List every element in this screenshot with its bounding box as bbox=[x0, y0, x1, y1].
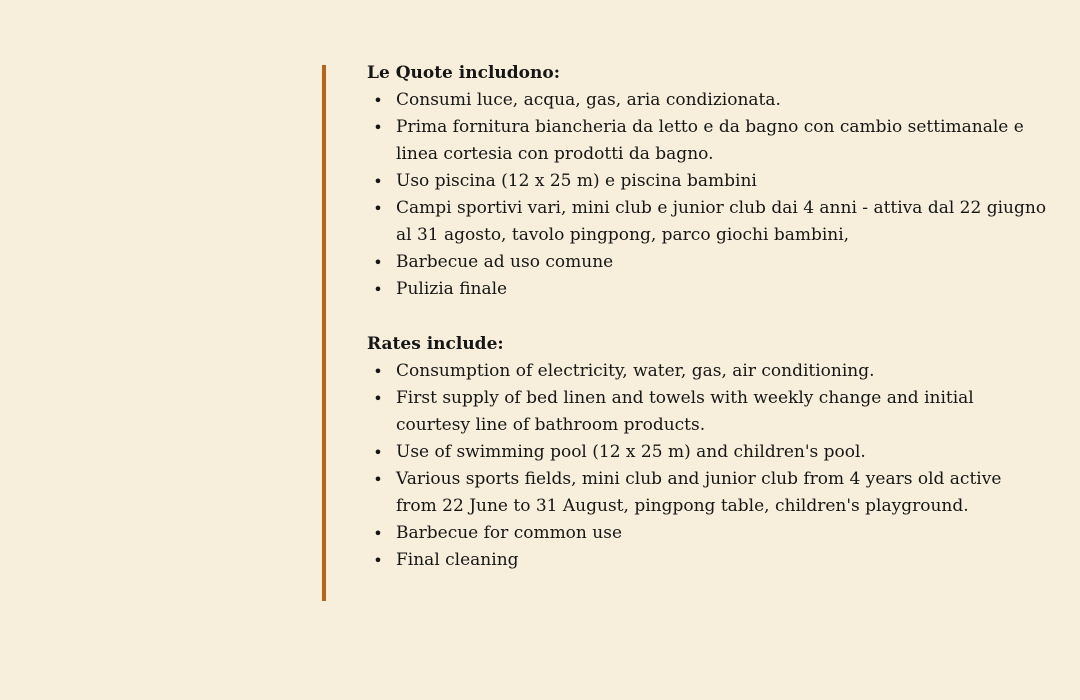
list-item-text: Prima fornitura biancheria da letto e da bagno con cambio settimanale e linea cortesia con prodotti da bagno. bbox=[396, 117, 1024, 164]
bullet-icon: • bbox=[373, 551, 383, 570]
bullet-icon: • bbox=[373, 91, 383, 110]
list-item-text: Pulizia finale bbox=[396, 279, 508, 299]
list-item bbox=[367, 466, 1047, 520]
rates-content bbox=[367, 60, 1047, 574]
list-item bbox=[367, 520, 1047, 547]
list-item bbox=[367, 547, 1047, 574]
list-item bbox=[367, 87, 1047, 114]
list-item-text: First supply of bed linen and towels with weekly change and initial courtesy line of bathroom products. bbox=[396, 388, 974, 435]
bullet-icon: • bbox=[373, 280, 383, 299]
accent-divider bbox=[322, 65, 326, 601]
bullet-icon: • bbox=[373, 443, 383, 462]
list-item bbox=[367, 385, 1047, 439]
bullet-icon: • bbox=[373, 199, 383, 218]
list-item bbox=[367, 439, 1047, 466]
bullet-icon: • bbox=[373, 253, 383, 272]
list-item bbox=[367, 168, 1047, 195]
bullet-icon: • bbox=[373, 172, 383, 191]
list-item-text: Consumi luce, acqua, gas, aria condizionata. bbox=[396, 90, 781, 110]
bullet-icon: • bbox=[373, 118, 383, 137]
section-heading: Le Quote includono: bbox=[367, 63, 560, 83]
list-item-text: Barbecue for common use bbox=[396, 523, 623, 543]
list-item-text: Campi sportivi vari, mini club e junior club dai 4 anni - attiva dal 22 giugno al 31 agosto, tavolo pingpong, parco giochi bambini, bbox=[396, 198, 1047, 245]
bullet-icon: • bbox=[373, 524, 383, 543]
list-item-text: Use of swimming pool (12 x 25 m) and children's pool. bbox=[396, 442, 866, 462]
list-item-text: Various sports fields, mini club and junior club from 4 years old active from 22 June to 31 August, pingpong table, children's playground. bbox=[396, 469, 1002, 516]
list-item-text: Uso piscina (12 x 25 m) e piscina bambini bbox=[396, 171, 757, 191]
inclusions-list bbox=[367, 358, 1047, 574]
list-item-text: Final cleaning bbox=[396, 550, 519, 570]
list-item bbox=[367, 358, 1047, 385]
section-english bbox=[367, 331, 1047, 574]
list-item-text: Consumption of electricity, water, gas, air conditioning. bbox=[396, 361, 875, 381]
list-item-text: Barbecue ad uso comune bbox=[396, 252, 614, 272]
inclusions-list bbox=[367, 87, 1047, 303]
section-heading: Rates include: bbox=[367, 334, 504, 354]
section-italian bbox=[367, 60, 1047, 303]
list-item bbox=[367, 114, 1047, 168]
bullet-icon: • bbox=[373, 362, 383, 381]
list-item bbox=[367, 276, 1047, 303]
bullet-icon: • bbox=[373, 389, 383, 408]
bullet-icon: • bbox=[373, 470, 383, 489]
list-item bbox=[367, 249, 1047, 276]
list-item bbox=[367, 195, 1047, 249]
